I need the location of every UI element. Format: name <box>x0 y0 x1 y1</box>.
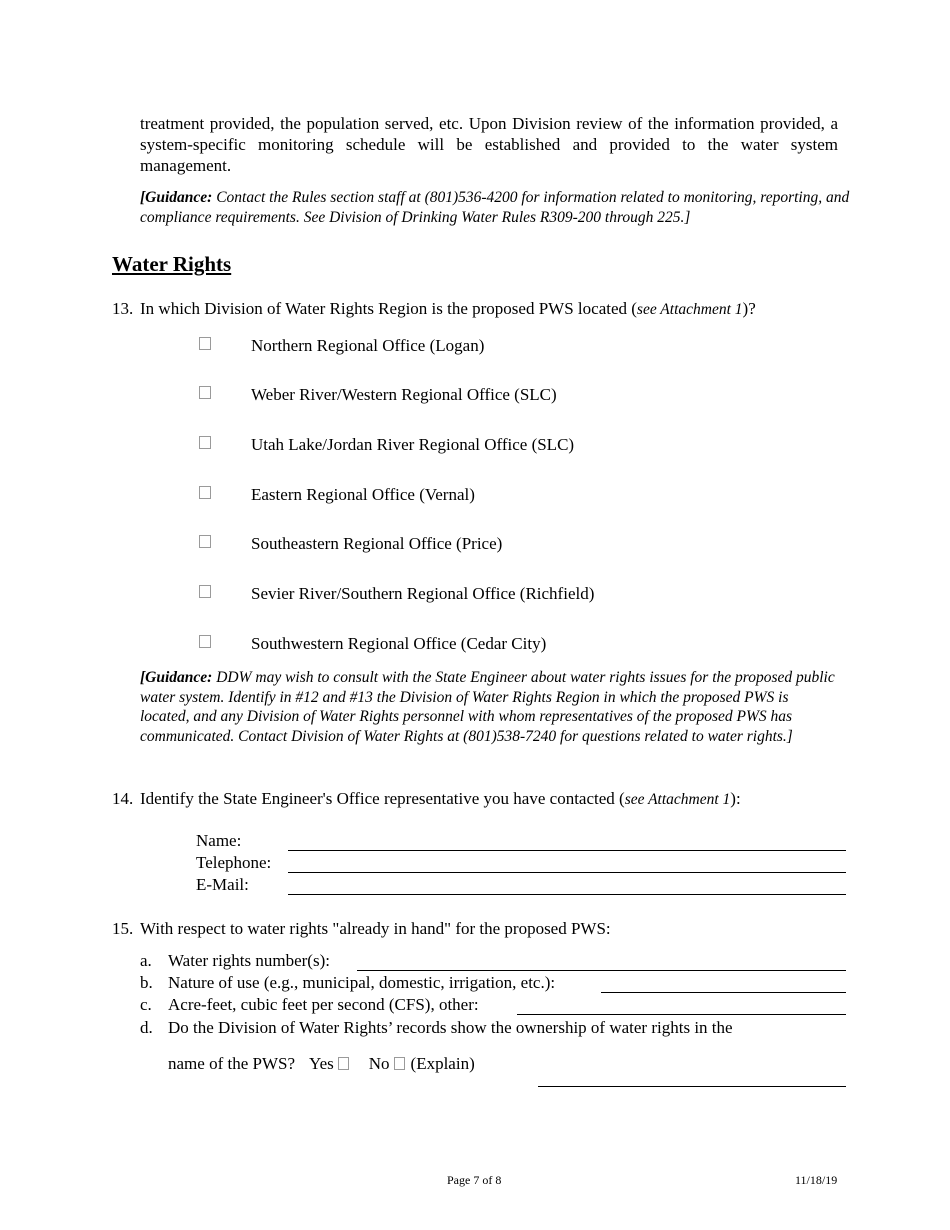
question-number: 13. <box>112 299 134 318</box>
section-title-water-rights: Water Rights <box>112 252 232 276</box>
checkbox-southwestern[interactable] <box>199 635 211 648</box>
no-label: No <box>368 1054 390 1073</box>
acre-feet-field[interactable] <box>517 1014 846 1015</box>
option-southwestern: Southwestern Regional Office (Cedar City) <box>251 634 547 653</box>
question-13 <box>112 299 756 319</box>
option-eastern: Eastern Regional Office (Vernal) <box>251 485 475 504</box>
ownership-question-text: name of the PWS? <box>168 1054 295 1073</box>
checkbox-utah-lake[interactable] <box>199 436 211 449</box>
option-weber-river: Weber River/Western Regional Office (SLC) <box>251 385 557 404</box>
revision-date: 11/18/19 <box>795 1173 838 1187</box>
option-northern: Northern Regional Office (Logan) <box>251 336 485 355</box>
question-14 <box>112 789 741 809</box>
checkbox-no[interactable] <box>394 1057 405 1070</box>
guidance-monitoring <box>140 188 852 227</box>
checkbox-sevier-river[interactable] <box>199 585 211 598</box>
checkbox-eastern[interactable] <box>199 486 211 499</box>
water-rights-number-label: Water rights number(s): <box>168 951 330 970</box>
option-southeastern: Southeastern Regional Office (Price) <box>251 534 503 553</box>
question-text: In which Division of Water Rights Region is the proposed PWS located ( <box>140 299 637 318</box>
item-b-marker: b. <box>140 973 153 992</box>
question-15 <box>112 919 611 939</box>
guidance-label: [Guidance: <box>140 669 213 686</box>
question-text: Identify the State Engineer's Office representative you have contacted ( <box>140 789 625 808</box>
page-number: Page 7 of 8 <box>447 1173 502 1187</box>
guidance-text: DDW may wish to consult with the State Engineer about water rights issues for the proposed public water system. Identify in #12 and #13 the Division of Water Rights Region in which the proposed PWS is located, and any Division of Water Rights personnel with whom representatives of the proposed PWS has communicated. Contact Division of Water Rights at (801)538-7240 for questions related to water rights.] <box>140 669 835 745</box>
option-sevier-river: Sevier River/Southern Regional Office (Richfield) <box>251 584 595 603</box>
guidance-text: Contact the Rules section staff at (801)536-4200 for information related to monitoring, reporting, and compliance requirements. See Division of Drinking Water Rules R309-200 through 225.] <box>140 189 850 226</box>
option-utah-lake: Utah Lake/Jordan River Regional Office (SLC) <box>251 435 575 454</box>
question-text-end: )? <box>742 299 756 318</box>
checkbox-weber-river[interactable] <box>199 386 211 399</box>
question-text-end: ): <box>730 789 741 808</box>
email-field[interactable] <box>288 894 846 895</box>
item-a-marker: a. <box>140 951 152 970</box>
ownership-question-line1: Do the Division of Water Rights’ records show the ownership of water rights in the <box>168 1018 733 1037</box>
nature-of-use-label: Nature of use (e.g., municipal, domestic, irrigation, etc.): <box>168 973 556 992</box>
question-number: 14. <box>112 789 134 808</box>
guidance-water-rights <box>140 668 838 746</box>
email-label: E-Mail: <box>196 875 249 894</box>
yes-label: Yes <box>309 1054 334 1073</box>
acre-feet-label: Acre-feet, cubic feet per second (CFS), other: <box>168 995 479 1014</box>
checkbox-northern[interactable] <box>199 337 211 350</box>
ownership-question-line2 <box>168 1054 475 1074</box>
telephone-field[interactable] <box>288 872 846 873</box>
item-c-marker: c. <box>140 995 152 1014</box>
explain-field[interactable] <box>538 1086 846 1087</box>
name-label: Name: <box>196 831 242 850</box>
name-field[interactable] <box>288 850 846 851</box>
water-rights-number-field[interactable] <box>357 970 846 971</box>
telephone-label: Telephone: <box>196 853 272 872</box>
guidance-label: [Guidance: <box>140 189 213 206</box>
checkbox-southeastern[interactable] <box>199 535 211 548</box>
nature-of-use-field[interactable] <box>601 992 846 993</box>
checkbox-yes[interactable] <box>338 1057 349 1070</box>
item-d-marker: d. <box>140 1018 153 1037</box>
explain-label: (Explain) <box>410 1054 475 1073</box>
attachment-reference: see Attachment 1 <box>624 791 731 808</box>
attachment-reference: see Attachment 1 <box>636 301 743 318</box>
question-number: 15. <box>112 919 134 938</box>
question-text: With respect to water rights "already in hand" for the proposed PWS: <box>140 919 611 938</box>
intro-paragraph: treatment provided, the population served, etc. Upon Division review of the information provided, a system-specific monitoring schedule will be established and provided to the water system management. <box>140 114 838 175</box>
